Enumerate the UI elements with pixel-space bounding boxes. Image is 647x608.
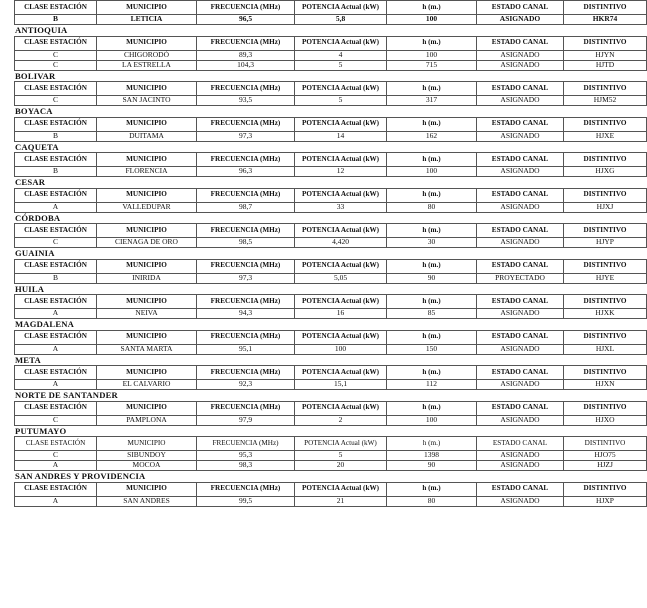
table-row xyxy=(15,167,647,177)
column-header-municipio: MUNICIPIO xyxy=(97,36,197,50)
column-header-potencia: POTENCIA Actual (kW) xyxy=(295,295,387,309)
stations-table xyxy=(14,117,647,142)
column-header-estado: ESTADO CANAL xyxy=(477,295,564,309)
cell-municipio: INIRIDA xyxy=(97,273,197,283)
table-row xyxy=(15,238,647,248)
stations-table xyxy=(14,81,647,106)
cell-municipio: LETICIA xyxy=(97,15,197,25)
table-row xyxy=(15,96,647,106)
column-header-municipio: MUNICIPIO xyxy=(97,437,197,451)
table-row xyxy=(15,461,647,471)
table-row xyxy=(15,131,647,141)
column-header-potencia: POTENCIA Actual (kW) xyxy=(295,188,387,202)
column-header-estado: ESTADO CANAL xyxy=(477,36,564,50)
cell-municipio: FLORENCIA xyxy=(97,167,197,177)
table-header-row xyxy=(15,366,647,380)
column-header-distintivo: DISTINTIVO xyxy=(564,117,647,131)
cell-estado: ASIGNADO xyxy=(477,344,564,354)
cell-municipio: CHIGORODÓ xyxy=(97,50,197,60)
cell-distintivo: HJM52 xyxy=(564,96,647,106)
column-header-potencia: POTENCIA Actual (kW) xyxy=(295,153,387,167)
column-header-h: h (m.) xyxy=(387,330,477,344)
column-header-h: h (m.) xyxy=(387,482,477,496)
column-header-municipio: MUNICIPIO xyxy=(97,153,197,167)
cell-clase: C xyxy=(15,96,97,106)
cell-distintivo: HJXE xyxy=(564,131,647,141)
cell-frecuencia: 97,3 xyxy=(197,273,295,283)
cell-distintivo: HJZJ xyxy=(564,461,647,471)
column-header-municipio: MUNICIPIO xyxy=(97,482,197,496)
column-header-distintivo: DISTINTIVO xyxy=(564,482,647,496)
department-heading: GUAINIA xyxy=(15,248,55,258)
column-header-clase: CLASE ESTACIÓN xyxy=(15,330,97,344)
cell-estado: ASIGNADO xyxy=(477,60,564,70)
column-header-municipio: MUNICIPIO xyxy=(97,401,197,415)
cell-potencia: 100 xyxy=(295,344,387,354)
table-header-row xyxy=(15,153,647,167)
column-header-distintivo: DISTINTIVO xyxy=(564,295,647,309)
column-header-frecuencia: FRECUENCIA (MHz) xyxy=(197,437,295,451)
column-header-h: h (m.) xyxy=(387,437,477,451)
column-header-potencia: POTENCIA Actual (kW) xyxy=(295,117,387,131)
cell-h: 100 xyxy=(387,167,477,177)
table-header-row xyxy=(15,295,647,309)
cell-municipio: SANTA MARTA xyxy=(97,344,197,354)
cell-distintivo: HJXL xyxy=(564,344,647,354)
cell-municipio: VALLEDUPAR xyxy=(97,202,197,212)
column-header-potencia: POTENCIA Actual (kW) xyxy=(295,482,387,496)
cell-distintivo: HJXJ xyxy=(564,202,647,212)
cell-estado: ASIGNADO xyxy=(477,96,564,106)
cell-h: 30 xyxy=(387,238,477,248)
cell-potencia: 4 xyxy=(295,50,387,60)
column-header-frecuencia: FRECUENCIA (MHz) xyxy=(197,482,295,496)
column-header-municipio: MUNICIPIO xyxy=(97,224,197,238)
table-row xyxy=(15,50,647,60)
column-header-distintivo: DISTINTIVO xyxy=(564,224,647,238)
cell-potencia: 5 xyxy=(295,60,387,70)
cell-distintivo: HJXK xyxy=(564,309,647,319)
cell-h: 100 xyxy=(387,50,477,60)
table-header-row xyxy=(15,117,647,131)
table-header-row xyxy=(15,36,647,50)
column-header-h: h (m.) xyxy=(387,188,477,202)
cell-distintivo: HJXP xyxy=(564,496,647,506)
table-header-row xyxy=(15,82,647,96)
cell-distintivo: HKR74 xyxy=(564,15,647,25)
cell-frecuencia: 93,5 xyxy=(197,96,295,106)
cell-potencia: 5 xyxy=(295,96,387,106)
cell-distintivo: HJYP xyxy=(564,238,647,248)
table-row xyxy=(15,344,647,354)
column-header-estado: ESTADO CANAL xyxy=(477,82,564,96)
cell-clase: A xyxy=(15,309,97,319)
column-header-distintivo: DISTINTIVO xyxy=(564,36,647,50)
column-header-municipio: MUNICIPIO xyxy=(97,1,197,15)
cell-h: 150 xyxy=(387,344,477,354)
stations-table xyxy=(14,365,647,390)
column-header-estado: ESTADO CANAL xyxy=(477,224,564,238)
table-header-row xyxy=(15,1,647,15)
table-header-row xyxy=(15,437,647,451)
department-heading: SAN ANDRES Y PROVIDENCIA xyxy=(15,471,146,481)
column-header-frecuencia: FRECUENCIA (MHz) xyxy=(197,401,295,415)
cell-municipio: DUITAMA xyxy=(97,131,197,141)
column-header-estado: ESTADO CANAL xyxy=(477,330,564,344)
column-header-potencia: POTENCIA Actual (kW) xyxy=(295,1,387,15)
cell-potencia: 33 xyxy=(295,202,387,212)
cell-estado: ASIGNADO xyxy=(477,131,564,141)
cell-clase: C xyxy=(15,50,97,60)
table-row xyxy=(15,380,647,390)
column-header-distintivo: DISTINTIVO xyxy=(564,330,647,344)
cell-estado: ASIGNADO xyxy=(477,167,564,177)
cell-municipio: SIBUNDOY xyxy=(97,451,197,461)
column-header-clase: CLASE ESTACIÓN xyxy=(15,295,97,309)
column-header-distintivo: DISTINTIVO xyxy=(564,82,647,96)
column-header-estado: ESTADO CANAL xyxy=(477,482,564,496)
column-header-potencia: POTENCIA Actual (kW) xyxy=(295,36,387,50)
table-row xyxy=(15,309,647,319)
column-header-h: h (m.) xyxy=(387,36,477,50)
column-header-municipio: MUNICIPIO xyxy=(97,366,197,380)
cell-estado: ASIGNADO xyxy=(477,15,564,25)
column-header-estado: ESTADO CANAL xyxy=(477,401,564,415)
cell-potencia: 21 xyxy=(295,496,387,506)
cell-frecuencia: 98,5 xyxy=(197,238,295,248)
cell-municipio: MOCOA xyxy=(97,461,197,471)
column-header-potencia: POTENCIA Actual (kW) xyxy=(295,401,387,415)
cell-estado: ASIGNADO xyxy=(477,380,564,390)
column-header-frecuencia: FRECUENCIA (MHz) xyxy=(197,188,295,202)
cell-estado: ASIGNADO xyxy=(477,238,564,248)
cell-clase: B xyxy=(15,273,97,283)
cell-distintivo: HJXO xyxy=(564,415,647,425)
column-header-estado: ESTADO CANAL xyxy=(477,366,564,380)
cell-h: 317 xyxy=(387,96,477,106)
column-header-estado: ESTADO CANAL xyxy=(477,437,564,451)
column-header-distintivo: DISTINTIVO xyxy=(564,259,647,273)
cell-potencia: 15,1 xyxy=(295,380,387,390)
column-header-h: h (m.) xyxy=(387,153,477,167)
column-header-distintivo: DISTINTIVO xyxy=(564,1,647,15)
cell-clase: B xyxy=(15,167,97,177)
cell-potencia: 5,05 xyxy=(295,273,387,283)
cell-potencia: 20 xyxy=(295,461,387,471)
table-header-row xyxy=(15,224,647,238)
column-header-potencia: POTENCIA Actual (kW) xyxy=(295,366,387,380)
cell-estado: PROYECTADO xyxy=(477,273,564,283)
column-header-clase: CLASE ESTACIÓN xyxy=(15,437,97,451)
column-header-frecuencia: FRECUENCIA (MHz) xyxy=(197,259,295,273)
stations-table xyxy=(14,223,647,248)
department-heading: MAGDALENA xyxy=(15,319,75,329)
cell-frecuencia: 95,1 xyxy=(197,344,295,354)
column-header-municipio: MUNICIPIO xyxy=(97,259,197,273)
cell-frecuencia: 104,3 xyxy=(197,60,295,70)
stations-table xyxy=(14,294,647,319)
column-header-municipio: MUNICIPIO xyxy=(97,330,197,344)
table-row xyxy=(15,451,647,461)
cell-frecuencia: 89,3 xyxy=(197,50,295,60)
cell-clase: C xyxy=(15,415,97,425)
cell-potencia: 16 xyxy=(295,309,387,319)
stations-table xyxy=(14,152,647,177)
column-header-clase: CLASE ESTACIÓN xyxy=(15,259,97,273)
column-header-estado: ESTADO CANAL xyxy=(477,259,564,273)
stations-table xyxy=(14,188,647,213)
column-header-frecuencia: FRECUENCIA (MHz) xyxy=(197,295,295,309)
cell-municipio: PAMPLONA xyxy=(97,415,197,425)
table-header-row xyxy=(15,188,647,202)
column-header-frecuencia: FRECUENCIA (MHz) xyxy=(197,153,295,167)
cell-estado: ASIGNADO xyxy=(477,202,564,212)
cell-municipio: SAN JACINTO xyxy=(97,96,197,106)
cell-potencia: 14 xyxy=(295,131,387,141)
stations-table xyxy=(14,401,647,426)
column-header-frecuencia: FRECUENCIA (MHz) xyxy=(197,1,295,15)
cell-clase: A xyxy=(15,202,97,212)
column-header-clase: CLASE ESTACIÓN xyxy=(15,188,97,202)
cell-h: 100 xyxy=(387,415,477,425)
cell-estado: ASIGNADO xyxy=(477,461,564,471)
cell-h: 90 xyxy=(387,461,477,471)
cell-estado: ASIGNADO xyxy=(477,50,564,60)
cell-h: 715 xyxy=(387,60,477,70)
cell-h: 1398 xyxy=(387,451,477,461)
table-row xyxy=(15,415,647,425)
cell-frecuencia: 95,3 xyxy=(197,451,295,461)
table-row xyxy=(15,273,647,283)
column-header-municipio: MUNICIPIO xyxy=(97,117,197,131)
column-header-clase: CLASE ESTACIÓN xyxy=(15,82,97,96)
stations-table xyxy=(14,436,647,471)
column-header-clase: CLASE ESTACIÓN xyxy=(15,366,97,380)
table-row xyxy=(15,202,647,212)
column-header-municipio: MUNICIPIO xyxy=(97,82,197,96)
cell-clase: B xyxy=(15,15,97,25)
column-header-clase: CLASE ESTACIÓN xyxy=(15,224,97,238)
column-header-clase: CLASE ESTACIÓN xyxy=(15,153,97,167)
cell-h: 85 xyxy=(387,309,477,319)
cell-h: 112 xyxy=(387,380,477,390)
department-heading: NORTE DE SANTANDER xyxy=(15,390,118,400)
cell-h: 162 xyxy=(387,131,477,141)
column-header-distintivo: DISTINTIVO xyxy=(564,153,647,167)
cell-frecuencia: 99,5 xyxy=(197,496,295,506)
table-row xyxy=(15,496,647,506)
cell-municipio: SAN ANDRES xyxy=(97,496,197,506)
column-header-frecuencia: FRECUENCIA (MHz) xyxy=(197,224,295,238)
column-header-clase: CLASE ESTACIÓN xyxy=(15,36,97,50)
department-heading: HUILA xyxy=(15,283,45,294)
cell-frecuencia: 96,3 xyxy=(197,167,295,177)
cell-clase: A xyxy=(15,380,97,390)
column-header-clase: CLASE ESTACIÓN xyxy=(15,117,97,131)
table-row xyxy=(15,60,647,70)
cell-clase: B xyxy=(15,131,97,141)
cell-clase: C xyxy=(15,451,97,461)
cell-frecuencia: 94,3 xyxy=(197,309,295,319)
stations-table xyxy=(14,259,647,284)
column-header-potencia: POTENCIA Actual (kW) xyxy=(295,330,387,344)
cell-distintivo: HJYN xyxy=(564,50,647,60)
column-header-clase: CLASE ESTACIÓN xyxy=(15,482,97,496)
cell-estado: ASIGNADO xyxy=(477,309,564,319)
cell-distintivo: HJXN xyxy=(564,380,647,390)
column-header-distintivo: DISTINTIVO xyxy=(564,188,647,202)
column-header-clase: CLASE ESTACIÓN xyxy=(15,401,97,415)
cell-municipio: EL CALVARIO xyxy=(97,380,197,390)
department-heading: CESAR xyxy=(15,177,46,187)
table-header-row xyxy=(15,482,647,496)
cell-estado: ASIGNADO xyxy=(477,415,564,425)
department-heading: CAQUETA xyxy=(15,141,59,152)
stations-table xyxy=(14,36,647,71)
cell-municipio: CIENAGA DE ORO xyxy=(97,238,197,248)
cell-potencia: 2 xyxy=(295,415,387,425)
column-header-potencia: POTENCIA Actual (kW) xyxy=(295,82,387,96)
column-header-h: h (m.) xyxy=(387,1,477,15)
column-header-potencia: POTENCIA Actual (kW) xyxy=(295,437,387,451)
cell-municipio: LA ESTRELLA xyxy=(97,60,197,70)
cell-frecuencia: 97,9 xyxy=(197,415,295,425)
column-header-potencia: POTENCIA Actual (kW) xyxy=(295,224,387,238)
cell-potencia: 4,420 xyxy=(295,238,387,248)
cell-clase: A xyxy=(15,344,97,354)
column-header-distintivo: DISTINTIVO xyxy=(564,366,647,380)
table-header-row xyxy=(15,259,647,273)
cell-distintivo: HJYE xyxy=(564,273,647,283)
column-header-h: h (m.) xyxy=(387,259,477,273)
department-heading: PUTUMAYO xyxy=(15,425,67,436)
column-header-estado: ESTADO CANAL xyxy=(477,1,564,15)
column-header-municipio: MUNICIPIO xyxy=(97,295,197,309)
table-header-row xyxy=(15,330,647,344)
table-header-row xyxy=(15,401,647,415)
cell-estado: ASIGNADO xyxy=(477,496,564,506)
cell-potencia: 5 xyxy=(295,451,387,461)
department-heading: CÓRDOBA xyxy=(15,212,61,223)
column-header-frecuencia: FRECUENCIA (MHz) xyxy=(197,366,295,380)
cell-estado: ASIGNADO xyxy=(477,451,564,461)
stations-table xyxy=(14,482,647,507)
department-heading: META xyxy=(15,354,41,365)
column-header-distintivo: DISTINTIVO xyxy=(564,401,647,415)
cell-distintivo: HJTD xyxy=(564,60,647,70)
cell-h: 90 xyxy=(387,273,477,283)
table-row xyxy=(15,15,647,25)
column-header-h: h (m.) xyxy=(387,401,477,415)
column-header-estado: ESTADO CANAL xyxy=(477,188,564,202)
cell-frecuencia: 98,7 xyxy=(197,202,295,212)
column-header-h: h (m.) xyxy=(387,82,477,96)
column-header-h: h (m.) xyxy=(387,366,477,380)
cell-clase: A xyxy=(15,496,97,506)
column-header-h: h (m.) xyxy=(387,117,477,131)
cell-municipio: NEIVA xyxy=(97,309,197,319)
cell-clase: C xyxy=(15,238,97,248)
cell-frecuencia: 98,3 xyxy=(197,461,295,471)
cell-frecuencia: 97,3 xyxy=(197,131,295,141)
column-header-clase: CLASE ESTACIÓN xyxy=(15,1,97,15)
column-header-frecuencia: FRECUENCIA (MHz) xyxy=(197,330,295,344)
stations-table xyxy=(14,330,647,355)
column-header-h: h (m.) xyxy=(387,295,477,309)
cell-potencia: 5,8 xyxy=(295,15,387,25)
department-heading: BOLIVAR xyxy=(15,70,56,81)
column-header-estado: ESTADO CANAL xyxy=(477,117,564,131)
cell-clase: C xyxy=(15,60,97,70)
cell-distintivo: HJO75 xyxy=(564,451,647,461)
column-header-frecuencia: FRECUENCIA (MHz) xyxy=(197,82,295,96)
cell-potencia: 12 xyxy=(295,167,387,177)
column-header-potencia: POTENCIA Actual (kW) xyxy=(295,259,387,273)
cell-frecuencia: 92,3 xyxy=(197,380,295,390)
cell-h: 80 xyxy=(387,202,477,212)
column-header-distintivo: DISTINTIVO xyxy=(564,437,647,451)
column-header-frecuencia: FRECUENCIA (MHz) xyxy=(197,117,295,131)
department-heading: ANTIOQUIA xyxy=(15,25,68,35)
cell-h: 100 xyxy=(387,15,477,25)
cell-clase: A xyxy=(15,461,97,471)
cell-h: 80 xyxy=(387,496,477,506)
column-header-estado: ESTADO CANAL xyxy=(477,153,564,167)
department-heading: BOYACA xyxy=(15,106,53,116)
cell-frecuencia: 96,5 xyxy=(197,15,295,25)
cell-distintivo: HJXG xyxy=(564,167,647,177)
stations-table xyxy=(14,0,647,25)
column-header-municipio: MUNICIPIO xyxy=(97,188,197,202)
column-header-frecuencia: FRECUENCIA (MHz) xyxy=(197,36,295,50)
column-header-h: h (m.) xyxy=(387,224,477,238)
